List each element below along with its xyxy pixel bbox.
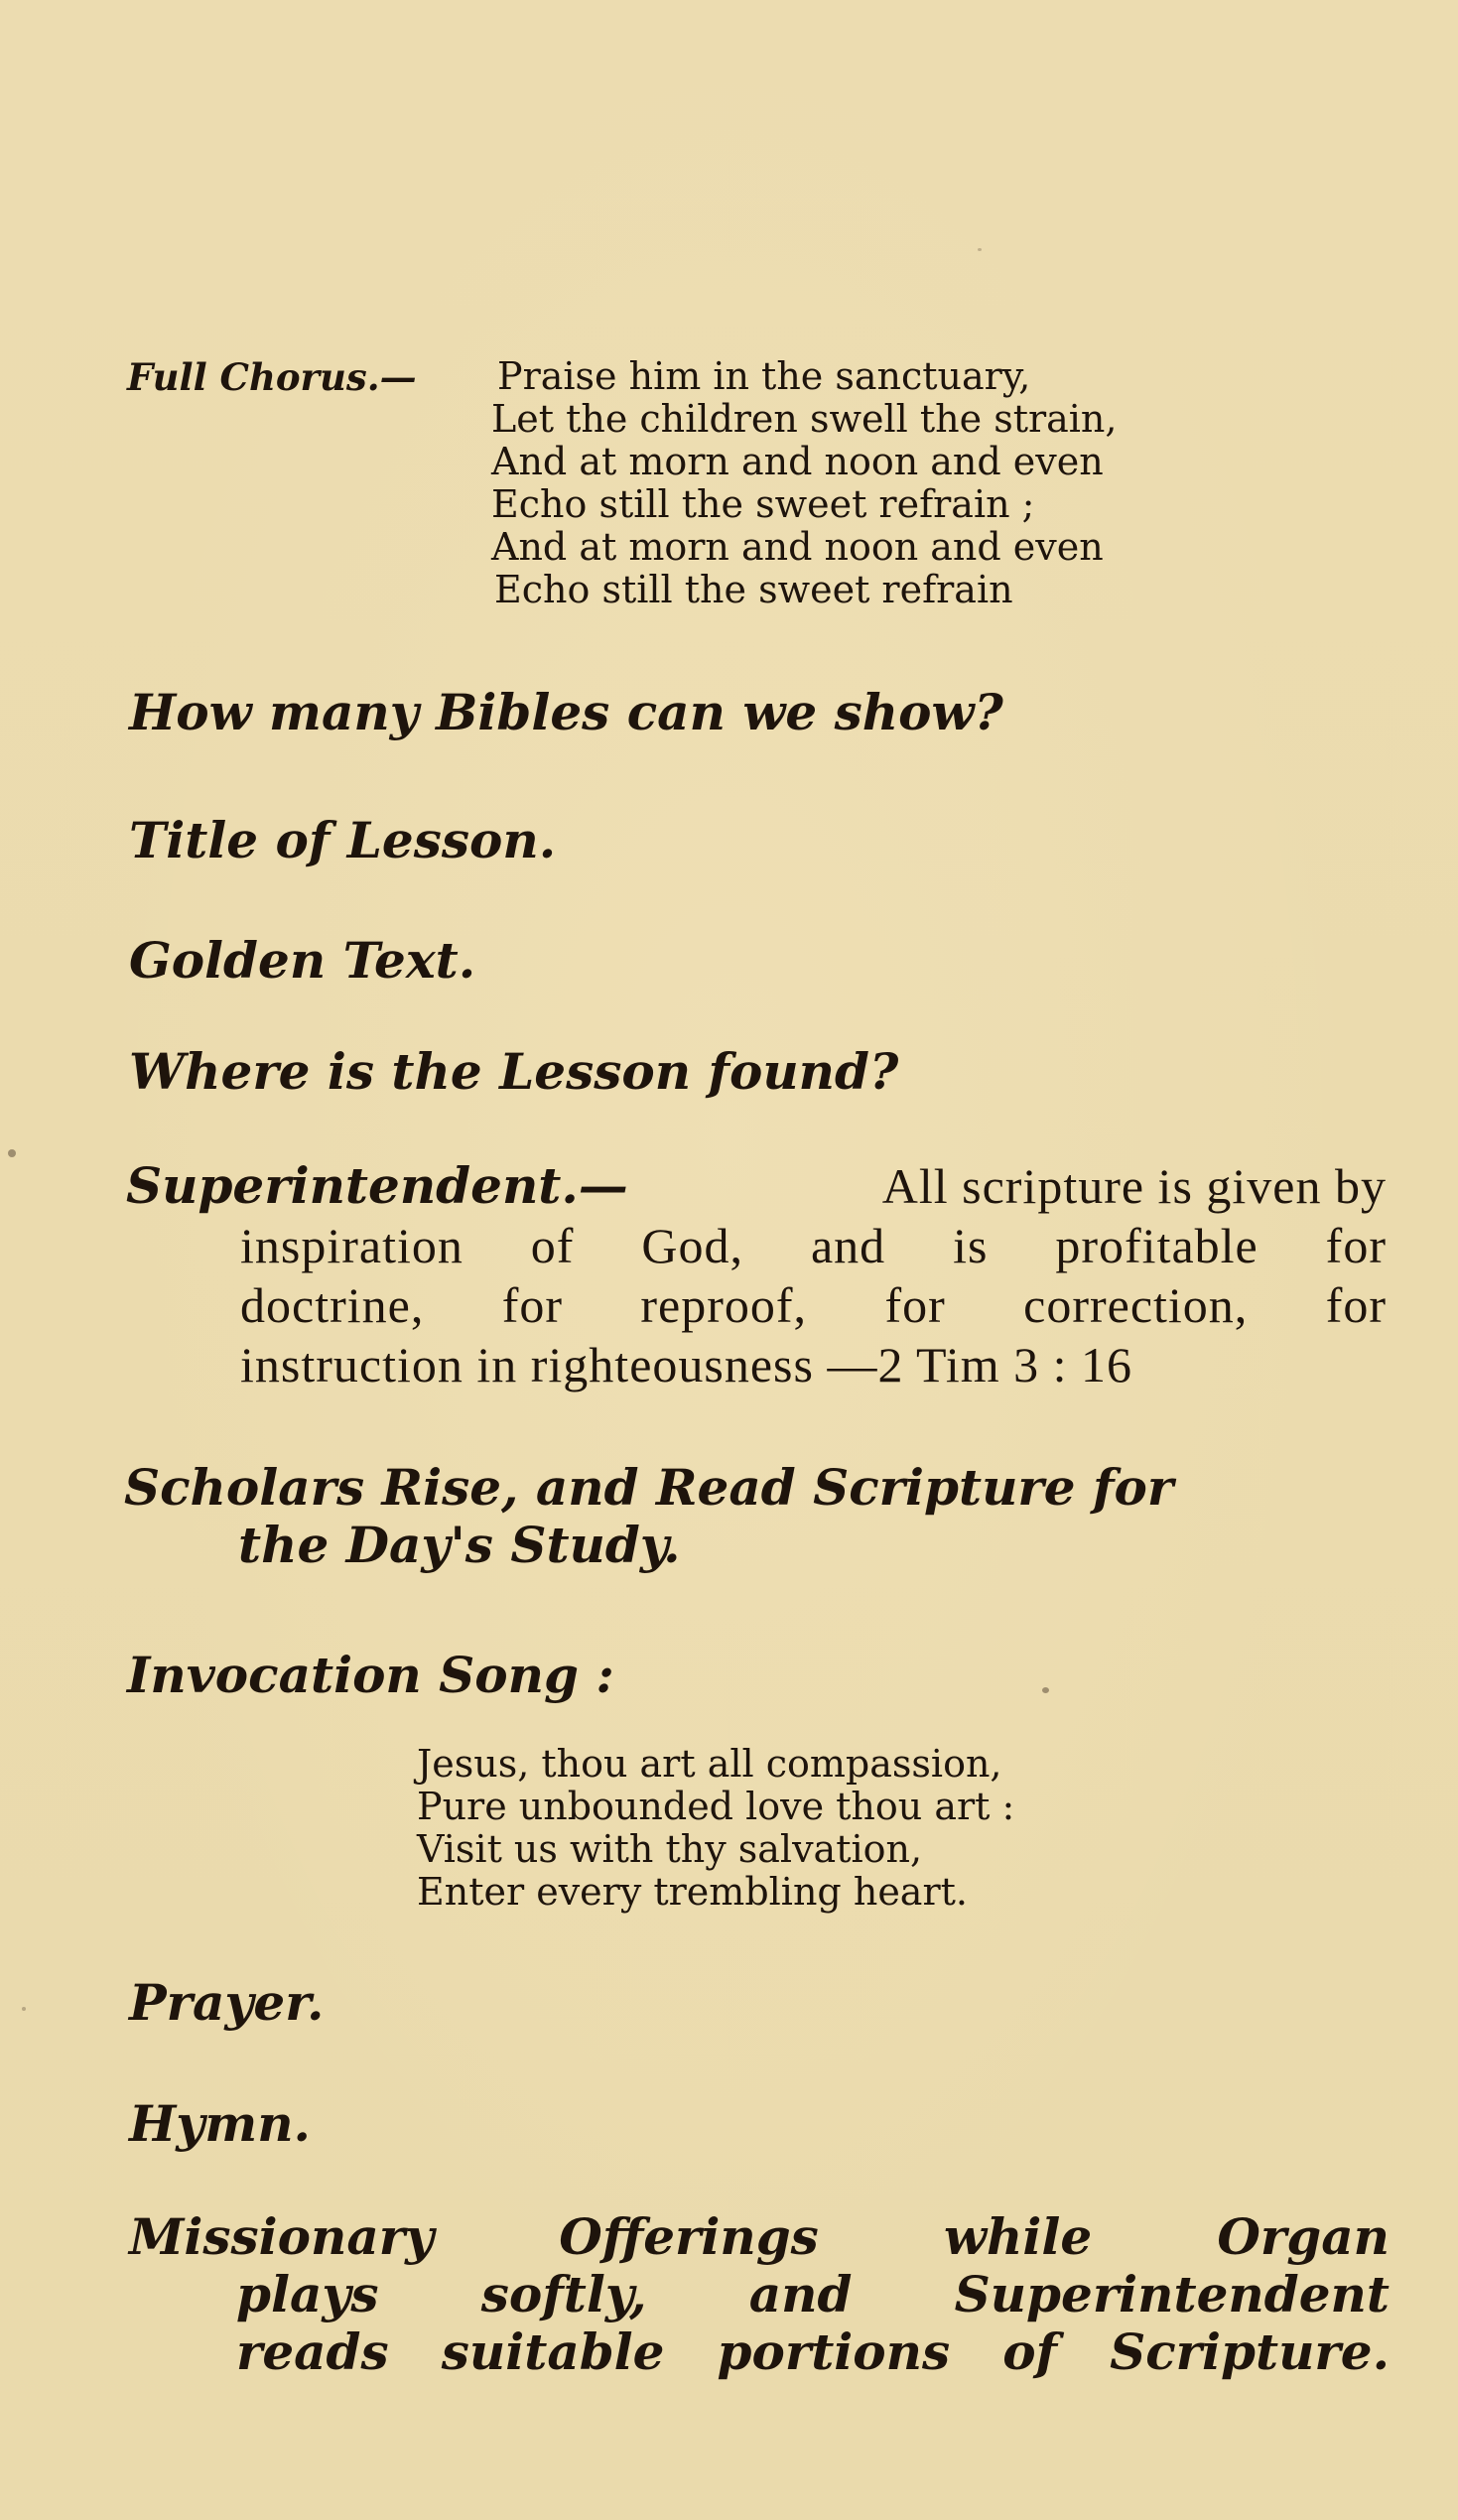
verse-line: Praise him in the sanctuary, (497, 354, 1031, 398)
missionary-section (129, 2208, 1390, 2381)
scan-speck (8, 1149, 16, 1157)
heading-lesson-location: Where is the Lesson found? (129, 1042, 899, 1101)
verse-line: Jesus, thou art all compassion, (417, 1742, 1002, 1786)
full-chorus-label: Full Chorus.— (127, 355, 417, 399)
verse-line: And at morn and noon and even (491, 440, 1104, 483)
superintendent-line-3: doctrine, for reproof, for correction, for (240, 1277, 1387, 1333)
superintendent-line-1-text: All scripture is given by (881, 1158, 1387, 1214)
verse-line: Echo still the sweet refrain (494, 568, 1013, 611)
verse-line: Let the children swell the strain, (491, 397, 1118, 441)
missionary-line-2: plays softly, and Superintendent (236, 2265, 1390, 2323)
heading-bibles: How many Bibles can we show? (129, 683, 1003, 741)
superintendent-line-2: inspiration of God, and is profitable for (240, 1218, 1387, 1273)
scholars-section (124, 1459, 1394, 1574)
scan-speck (978, 248, 982, 251)
invocation-song-label: Invocation Song : (127, 1646, 614, 1704)
verse-line: Visit us with thy salvation, (417, 1827, 923, 1871)
verse-line: And at morn and noon and even (491, 525, 1104, 569)
heading-hymn: Hymn. (129, 2094, 311, 2153)
superintendent-line-1 (126, 1156, 1387, 1216)
heading-title-of-lesson: Title of Lesson. (129, 811, 557, 869)
heading-prayer: Prayer. (129, 1973, 325, 2032)
verse-line: Echo still the sweet refrain ; (491, 482, 1035, 526)
full-chorus-verse (491, 354, 1118, 611)
missionary-line-3: reads suitable portions of Scripture. (236, 2322, 1390, 2381)
invocation-verse (417, 1743, 1014, 1914)
verse-line: Enter every trembling heart. (417, 1870, 968, 1914)
superintendent-section (126, 1156, 1387, 1394)
scholars-line-2: the Day's Study. (238, 1516, 681, 1574)
verse-line: Pure unbounded love thou art : (417, 1785, 1015, 1828)
missionary-line-1: Missionary Offerings while Organ (129, 2207, 1390, 2266)
superintendent-line-4: instruction in righteousness —2 Tim 3 : 16 (240, 1337, 1133, 1393)
superintendent-label: Superintendent.— (126, 1156, 628, 1215)
scan-speck (1042, 1687, 1049, 1693)
scan-speck (22, 2007, 26, 2011)
heading-golden-text: Golden Text. (129, 931, 476, 990)
scholars-line-1: Scholars Rise, and Read Scripture for (124, 1458, 1174, 1517)
